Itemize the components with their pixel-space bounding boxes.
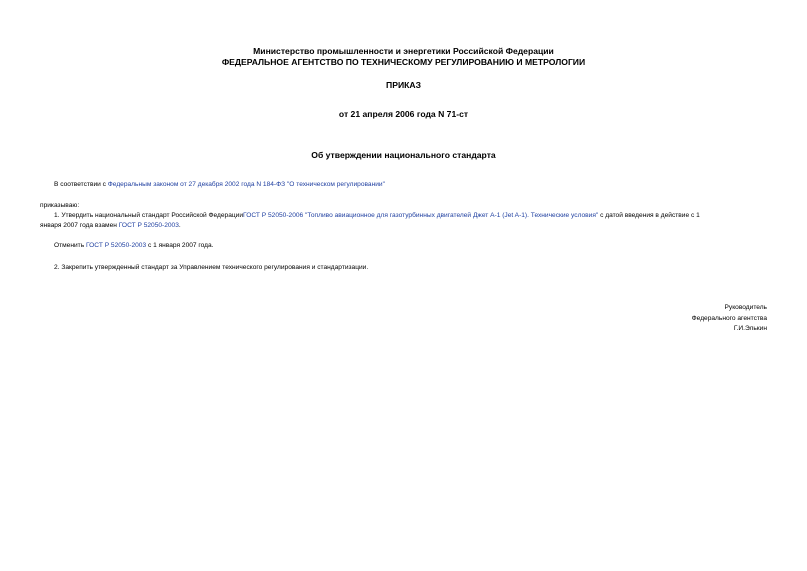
item-1-suffix: с датой введения в действие с 1 (598, 212, 700, 219)
item-1-prefix: 1. Утвердить национальный стандарт Российской Федерации (54, 212, 244, 219)
preamble-prefix: В соответствии с (54, 181, 108, 188)
signature-agency: Федерального агентства (691, 315, 767, 322)
gost-2006-link[interactable]: ГОСТ Р 52050-2006 "Топливо авиационное для газотурбинных двигателей Джет А-1 (Jet A-1). Технические условия" (243, 212, 599, 219)
order-word: приказываю: (40, 202, 80, 209)
cancel-line (54, 240, 214, 251)
item-1-line-2-suffix: . (178, 222, 181, 229)
preamble (54, 179, 385, 190)
signature-name: Г.И.Элькин (733, 325, 767, 332)
document-title: Об утверждении национального стандарта (311, 150, 496, 160)
gost-2003-link[interactable]: ГОСТ Р 52050-2003 (118, 222, 179, 229)
item-1-line-2 (40, 220, 181, 231)
cancel-suffix: с 1 января 2007 года. (146, 242, 214, 249)
federal-law-link[interactable]: Федеральным законом от 27 декабря 2002 года N 184-ФЗ "О техническом регулировании" (107, 181, 385, 188)
signature-position: Руководитель (724, 304, 767, 311)
document-date-number: от 21 апреля 2006 года N 71-ст (338, 109, 469, 119)
ministry-name: Министерство промышленности и энергетики Российской Федерации (253, 46, 554, 56)
agency-name: ФЕДЕРАЛЬНОЕ АГЕНТСТВО ПО ТЕХНИЧЕСКОМУ РЕГУЛИРОВАНИЮ И МЕТРОЛОГИИ (221, 57, 586, 67)
document-type: ПРИКАЗ (386, 80, 421, 90)
item-2: 2. Закрепить утвержденный стандарт за Управлением технического регулирования и стандартизации. (54, 264, 369, 271)
gost-2003-cancel-link[interactable]: ГОСТ Р 52050-2003 (85, 242, 147, 249)
item-1-line-2-prefix: января 2007 года взамен (40, 222, 119, 229)
cancel-prefix: Отменить (54, 242, 86, 249)
